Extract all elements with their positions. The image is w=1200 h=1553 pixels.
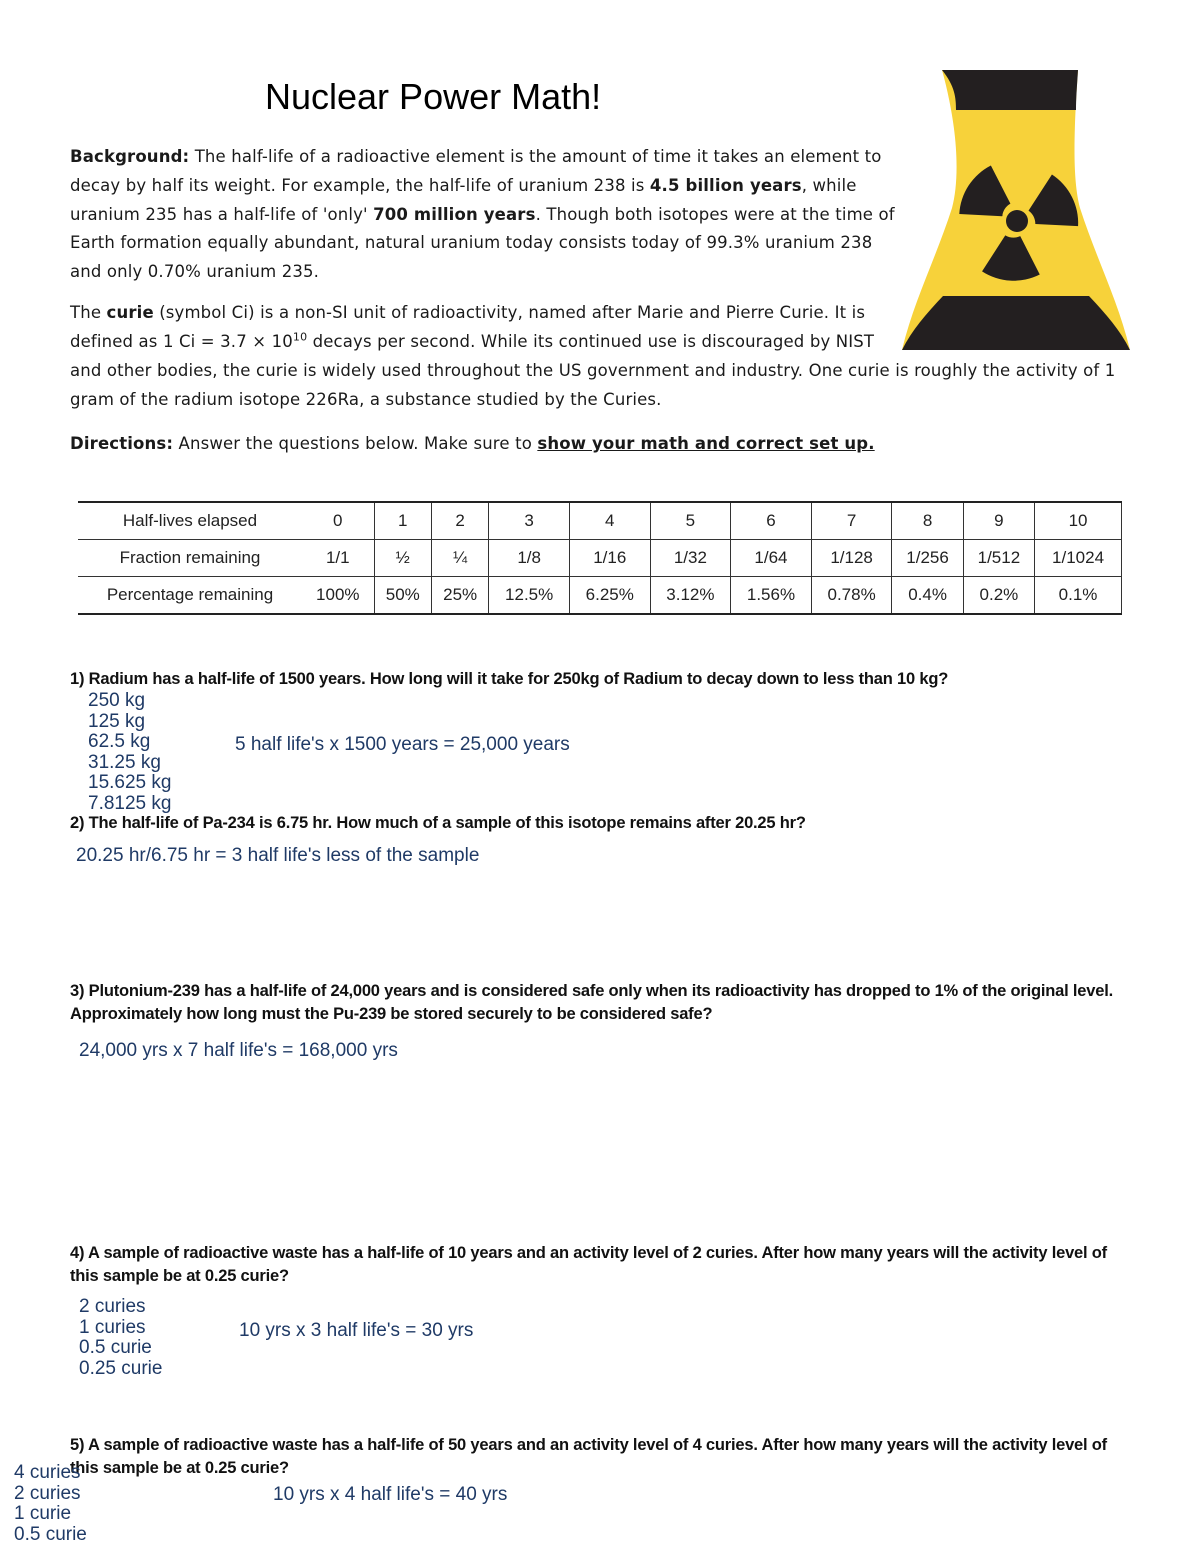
answer-4-calculation: 10 yrs x 3 half life's = 30 yrs bbox=[239, 1320, 474, 1341]
row-label: Half-lives elapsed bbox=[78, 502, 302, 540]
answer-1-list bbox=[88, 691, 171, 814]
row-label: Percentage remaining bbox=[78, 577, 302, 615]
list-item: 2 curies bbox=[79, 1296, 146, 1317]
list-item: 0.5 curie bbox=[79, 1337, 152, 1358]
directions: Directions: Answer the questions below. Make sure to show your math and correct set up. bbox=[70, 434, 875, 453]
answer-1-calculation: 5 half life's x 1500 years = 25,000 years bbox=[235, 734, 570, 755]
list-item: 2 curies bbox=[14, 1482, 81, 1504]
curie-paragraph-continued: and other bodies, the curie is widely used throughout the US government and industry. One curie is roughly the activity of 1 gram of the radium isotope 226Ra, a substance studied by the Curies. bbox=[70, 361, 1116, 409]
answer-2-calculation: 20.25 hr/6.75 hr = 3 half life's less of the sample bbox=[76, 845, 480, 866]
list-item: 31.25 kg bbox=[88, 751, 161, 773]
table-row: Half-lives elapsed 0 1 2 3 4 5 6 7 8 9 10 bbox=[78, 502, 1122, 540]
list-item: 125 kg bbox=[88, 710, 146, 732]
curie-paragraph: The curie (symbol Ci) is a non-SI unit of radioactivity, named after Marie and Pierre Curie. It is defined as 1 $Ci = 3.7 \times 10^{10}$ decays per second. While its continued use is discouraged by NIST bbox=[70, 303, 875, 351]
list-item: 4 curies bbox=[14, 1462, 81, 1483]
answer-5-calculation: 10 yrs x 4 half life's = 40 yrs bbox=[273, 1484, 508, 1505]
background-paragraph: Background: The half-life of a radioactive element is the amount of time it takes an element to decay by half its weight. For example, the half-life of uranium 238 is 4.5 billion years, while uranium 235 has a half-life of 'only' 700 million years. Though both isotopes were at the time of Earth formation equally abundant, natural uranium today consists today of 99.3% uranium 238 and only 0.70% uranium 235. bbox=[70, 147, 895, 282]
list-item: 250 kg bbox=[88, 690, 146, 711]
background-label: Background: bbox=[70, 147, 190, 166]
question-4: 4) A sample of radioactive waste has a half-life of 10 years and an activity level of 2 curies. After how many years will the activity level of this sample be at 0.25 curie? bbox=[70, 1244, 1107, 1285]
row-label: Fraction remaining bbox=[78, 540, 302, 577]
cooling-tower-radiation-icon bbox=[900, 68, 1132, 352]
list-item: 1 curies bbox=[79, 1316, 146, 1338]
table-row: Fraction remaining 1/1 ½ ¼ 1/8 1/16 1/32 1/64 1/128 1/256 1/512 1/1024 bbox=[78, 540, 1122, 577]
question-2: 2) The half-life of Pa-234 is 6.75 hr. How much of a sample of this isotope remains after 20.25 hr? bbox=[70, 814, 806, 832]
half-life-table bbox=[78, 501, 1122, 615]
answer-5-list bbox=[14, 1463, 87, 1545]
list-item: 0.25 curie bbox=[79, 1357, 163, 1379]
list-item: 0.5 curie bbox=[14, 1523, 87, 1545]
list-item: 7.8125 kg bbox=[88, 792, 172, 814]
question-5: 5) A sample of radioactive waste has a half-life of 50 years and an activity level of 4 curies. After how many years will the activity level of this sample be at 0.25 curie? bbox=[70, 1436, 1107, 1477]
list-item: 62.5 kg bbox=[88, 731, 151, 752]
list-item: 15.625 kg bbox=[88, 772, 172, 793]
table-row: Percentage remaining 100% 50% 25% 12.5% 6.25% 3.12% 1.56% 0.78% 0.4% 0.2% 0.1% bbox=[78, 577, 1122, 615]
page-title: Nuclear Power Math! bbox=[265, 76, 602, 117]
question-1: 1) Radium has a half-life of 1500 years. How long will it take for 250kg of Radium to decay down to less than 10 kg? bbox=[70, 670, 949, 688]
question-3: 3) Plutonium-239 has a half-life of 24,000 years and is considered safe only when its radioactivity has dropped to 1% of the original level. Approximately how long must the Pu-239 be stored securely to be considered safe? bbox=[70, 982, 1113, 1023]
answer-4-list bbox=[79, 1297, 162, 1379]
answer-3-calculation: 24,000 yrs x 7 half life's = 168,000 yrs bbox=[79, 1040, 398, 1061]
list-item: 1 curie bbox=[14, 1503, 72, 1524]
